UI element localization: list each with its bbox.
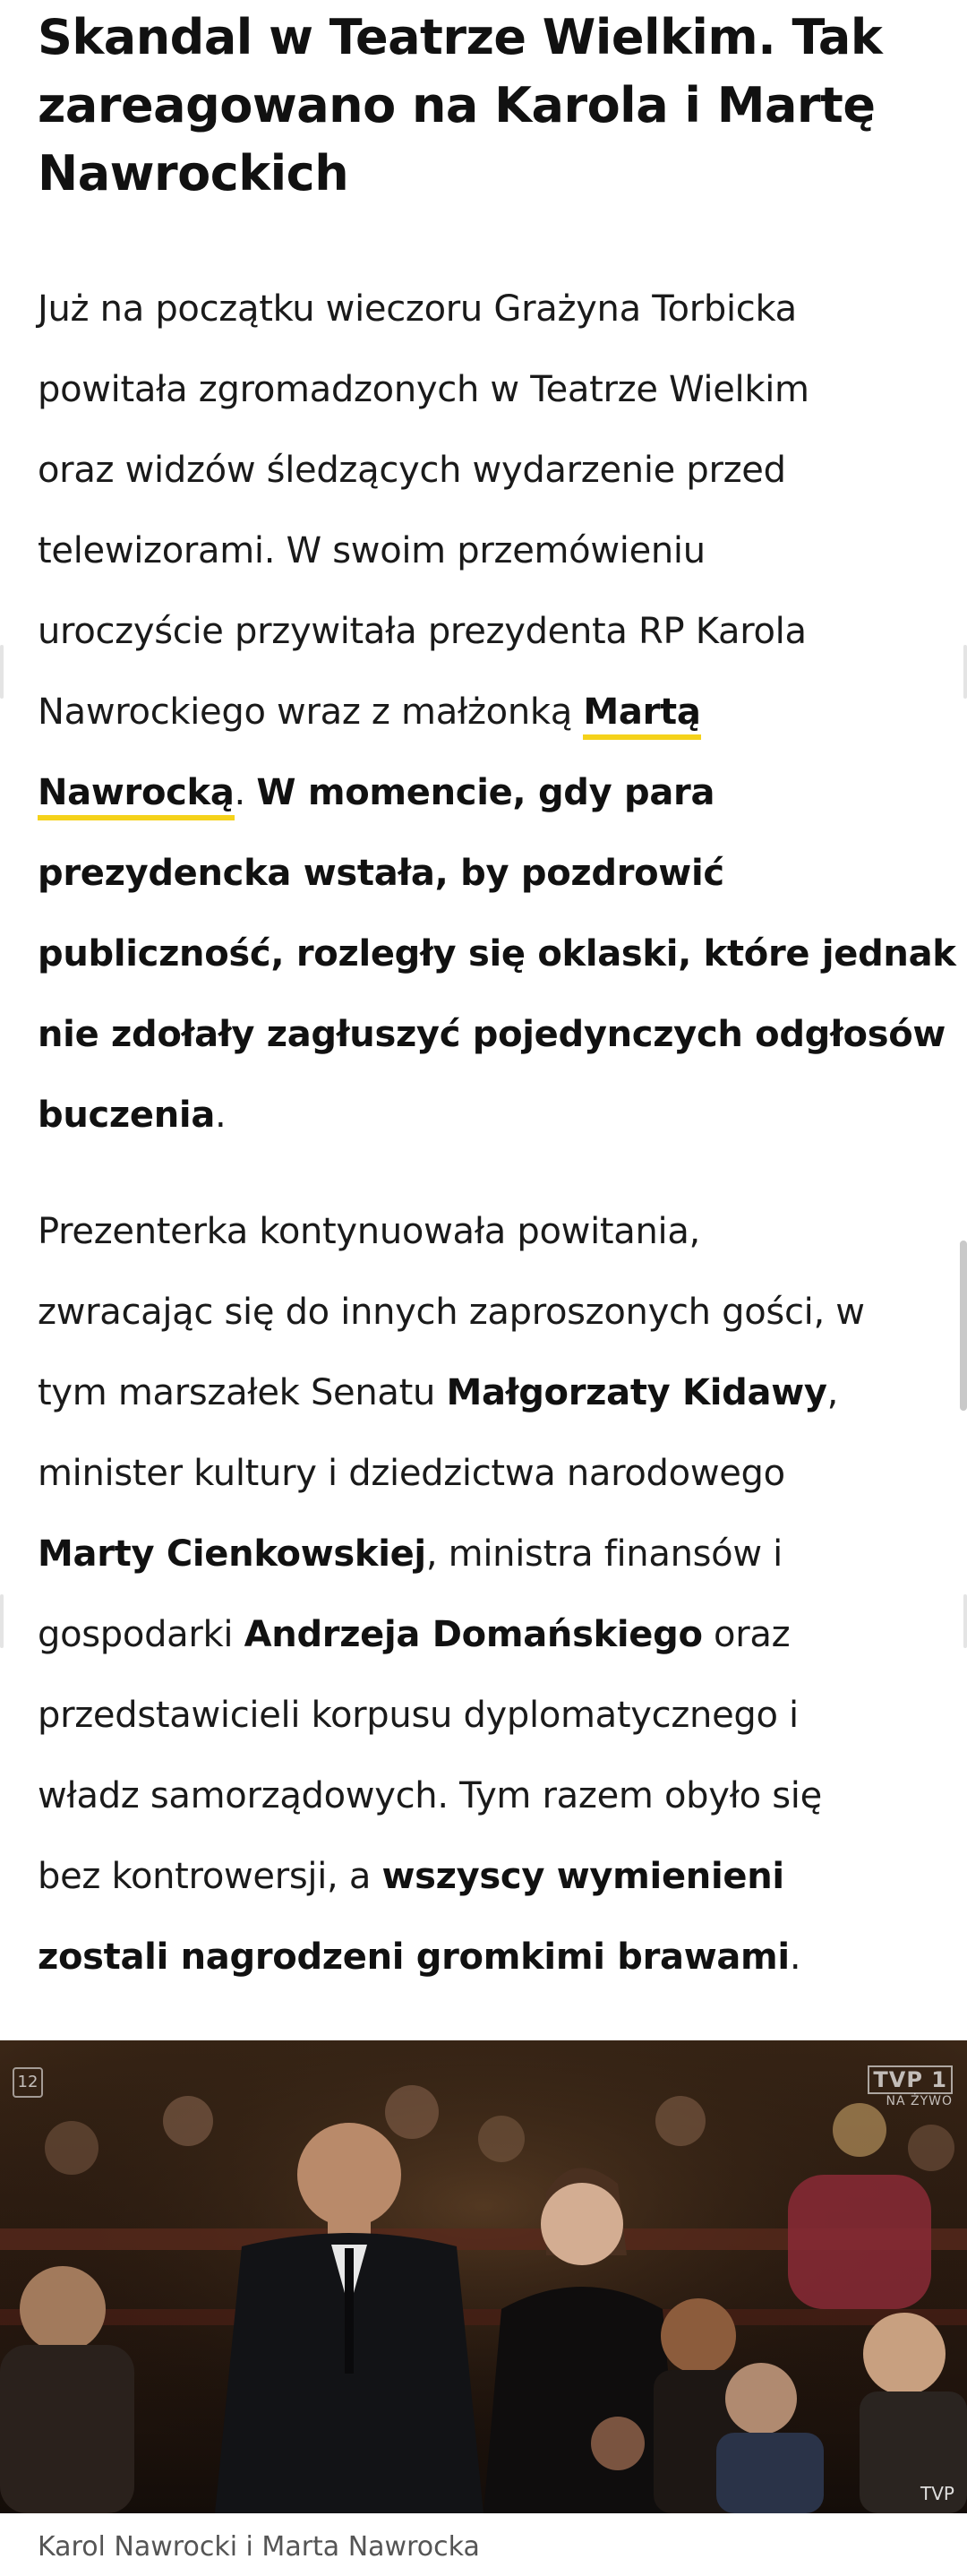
text-fragment: .	[215, 1095, 227, 1136]
text-line	[38, 1352, 933, 1433]
text-line: minister kultury i dziedzictwa narodowego	[38, 1453, 785, 1494]
text-fragment: .	[234, 772, 257, 813]
text-line	[38, 1836, 933, 1917]
text-fragment: gospodarki	[38, 1614, 244, 1655]
photo-illustration	[0, 2040, 967, 2513]
text-fragment: Nawrockiego wraz z małżonką	[38, 691, 584, 733]
bold-text: zostali nagrodzeni gromkimi brawami	[38, 1936, 790, 1978]
text-fragment: , ministra finansów i	[425, 1533, 783, 1575]
text-fragment: oraz	[702, 1614, 791, 1655]
text-line	[38, 752, 933, 833]
scrollbar-thumb[interactable]	[960, 1241, 967, 1411]
bold-text: buczenia	[38, 1095, 216, 1136]
text-fragment: .	[789, 1936, 801, 1978]
bold-text: wszyscy wymienieni	[381, 1856, 784, 1897]
bold-text: publiczność, rozległy się oklaski, które jednak	[38, 933, 956, 975]
text-line: telewizorami. W swoim przemówieniu	[38, 530, 706, 571]
article-paragraph-2	[38, 1191, 933, 1997]
edge-decoration	[963, 1594, 967, 1648]
text-line: zwracając się do innych zaproszonych gości, w	[38, 1292, 865, 1333]
text-line	[38, 1075, 933, 1155]
text-line: uroczyście przywitała prezydenta RP Karola	[38, 611, 807, 652]
text-line	[38, 833, 933, 914]
text-fragment: tym marszałek Senatu	[38, 1372, 447, 1413]
photo-caption: Karol Nawrocki i Marta Nawrocka	[38, 2531, 480, 2563]
text-line: oraz widzów śledzących wydarzenie przed	[38, 450, 786, 491]
bold-text: Małgorzaty Kidawy	[446, 1372, 827, 1413]
person-link-marta-nawrocka-part-2[interactable]: Nawrocką	[38, 772, 235, 820]
article-paragraph-1	[38, 269, 956, 1155]
channel-logo-text: TVP 1	[868, 2065, 953, 2094]
text-line: powitała zgromadzonych w Teatrze Wielkim	[38, 369, 809, 410]
edge-decoration	[0, 1594, 4, 1648]
text-line: Już na początku wieczoru Grażyna Torbicka	[38, 288, 797, 330]
text-line: Prezenterka kontynuowała powitania,	[38, 1211, 700, 1252]
person-link-marta-nawrocka-part-1[interactable]: Martą	[583, 691, 700, 740]
bold-text: prezydencka wstała, by pozdrowić	[38, 853, 724, 894]
bold-text: nie zdołały zagłuszyć pojedynczych odgłosów	[38, 1014, 946, 1055]
text-line	[38, 994, 946, 1075]
text-line: władz samorządowych. Tym razem obyło się	[38, 1775, 822, 1816]
age-rating-badge: 12	[13, 2067, 43, 2098]
article-photo[interactable]	[0, 2040, 967, 2513]
text-line: przedstawicieli korpusu dyplomatycznego i	[38, 1695, 799, 1736]
text-line	[38, 1917, 933, 1997]
photo-credit: TVP	[920, 2483, 954, 2504]
bold-text: Marty Cienkowskiej	[38, 1533, 426, 1575]
bold-text: Andrzeja Domańskiego	[244, 1614, 703, 1655]
text-line	[38, 672, 933, 752]
edge-decoration	[963, 645, 967, 699]
text-line	[38, 1514, 933, 1594]
article-headline: Skandal w Teatrze Wielkim. Tak zareagowano na Karola i Martę Nawrockich	[38, 9, 883, 202]
text-line	[38, 1594, 933, 1675]
text-fragment: ,	[826, 1372, 839, 1413]
channel-logo	[868, 2067, 953, 2108]
live-label: NA ŻYWO	[886, 2094, 953, 2108]
edge-decoration	[0, 645, 4, 699]
text-fragment: bez kontrowersji, a	[38, 1856, 382, 1897]
bold-text: W momencie, gdy para	[256, 772, 715, 813]
text-line	[38, 914, 956, 994]
